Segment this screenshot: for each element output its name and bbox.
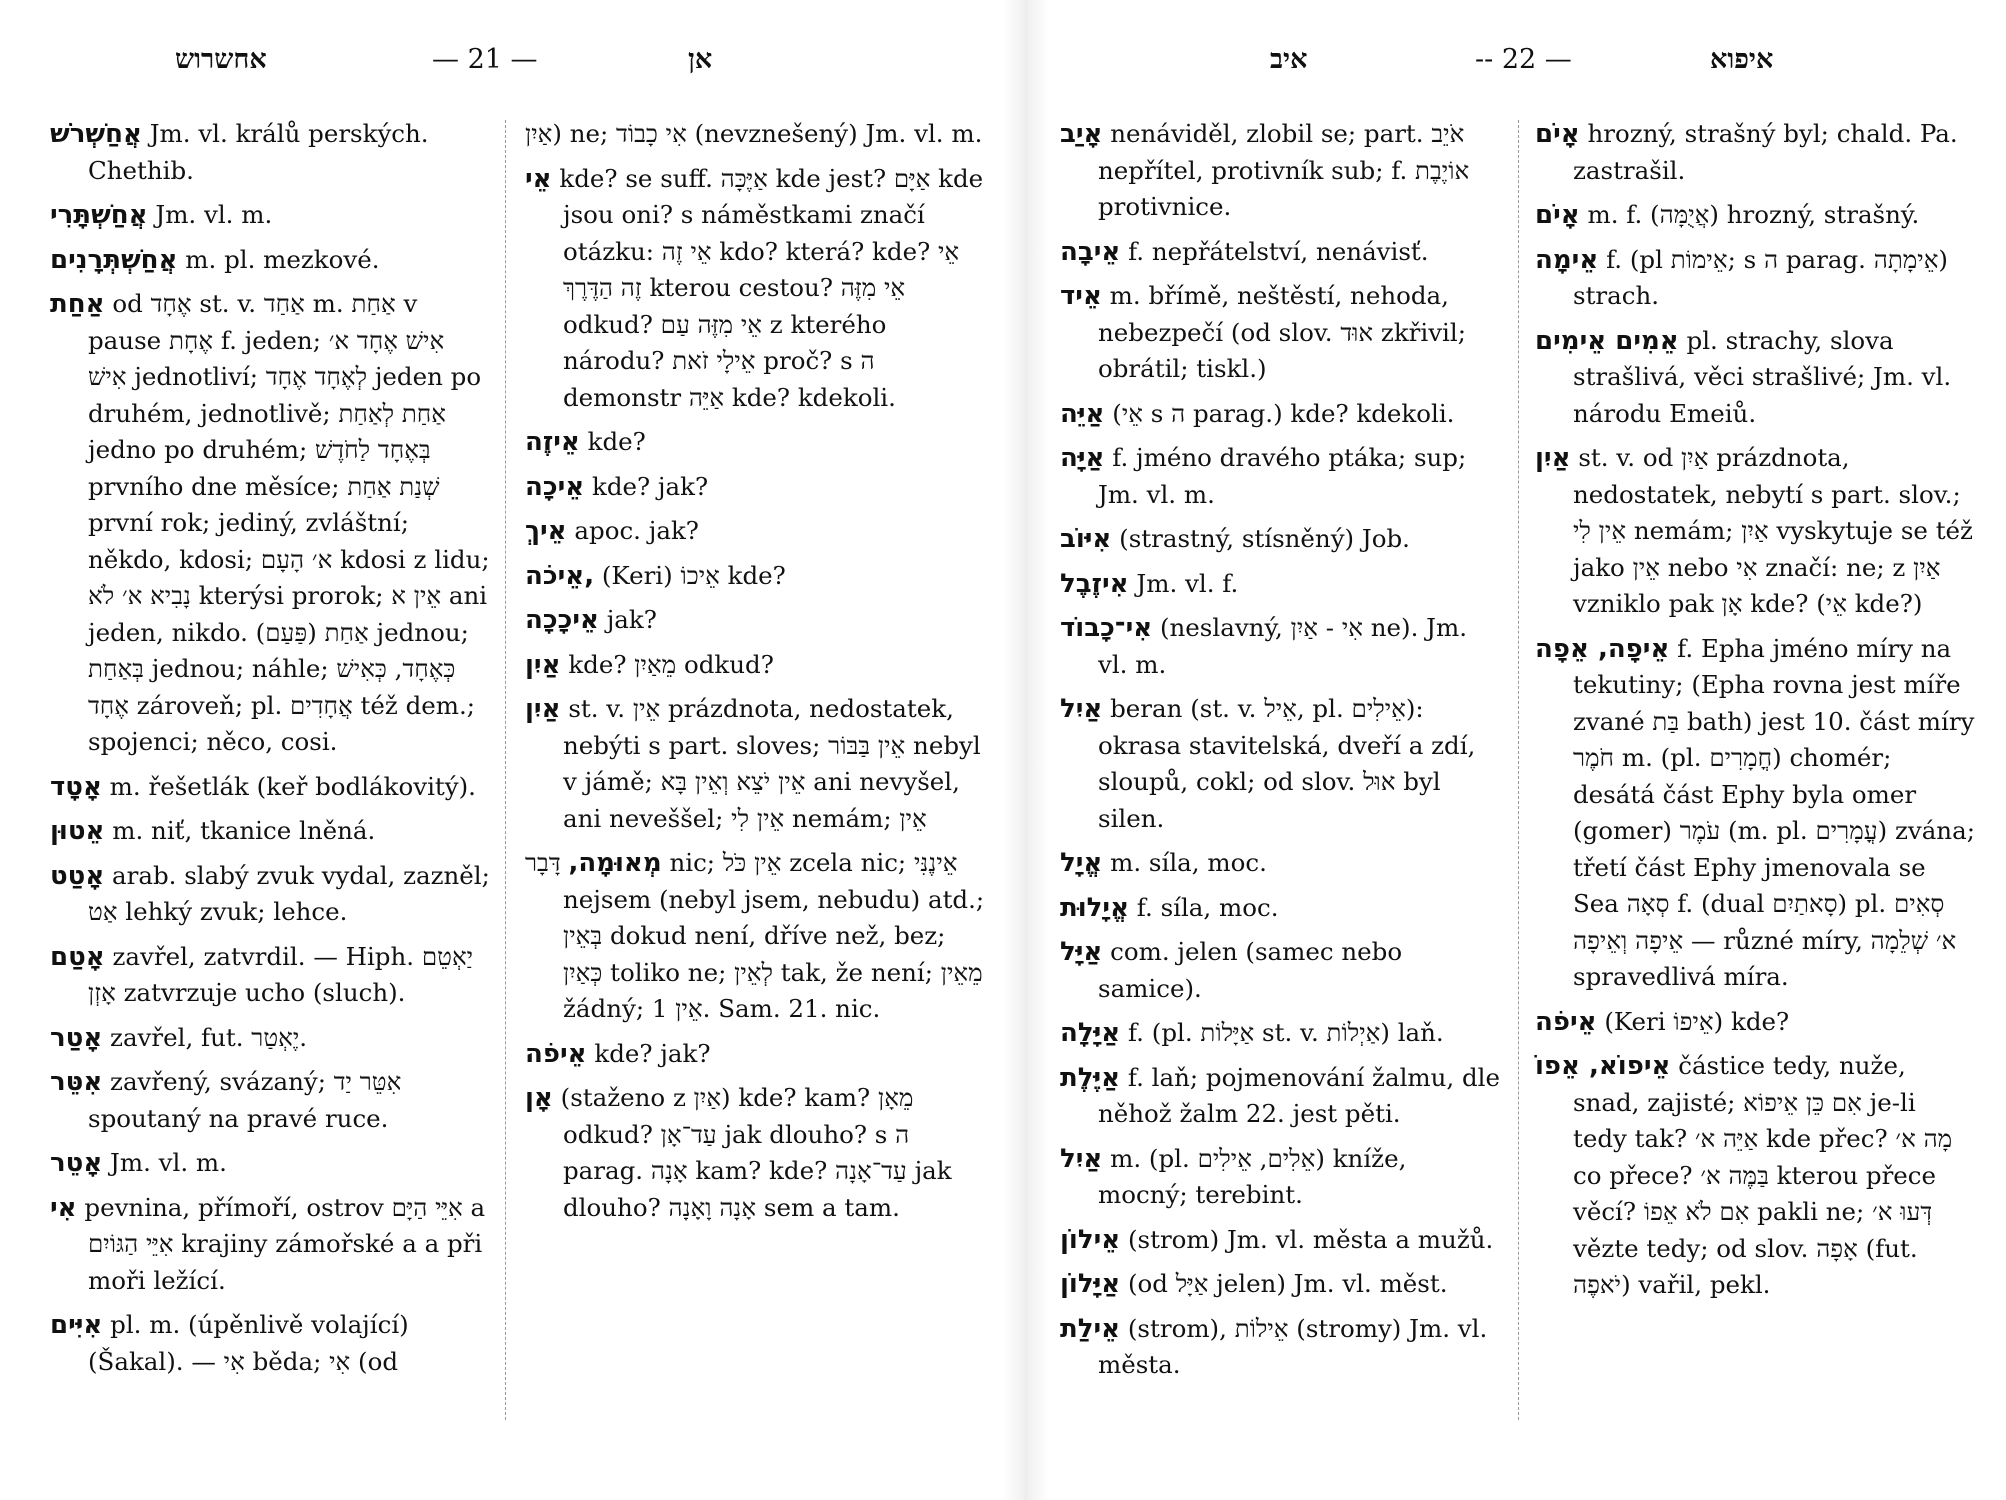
entry-definition: f. nepřátelství, nenávisť. — [1128, 236, 1429, 266]
dictionary-entry — [525, 1080, 985, 1226]
entry-headword: אָטַט — [50, 860, 105, 891]
entry-definition: hrozný, strašný byl; chald. Pa. zastrašil. — [1573, 119, 1958, 185]
entry-headword: אֵיכֹה, — [525, 560, 595, 591]
entry-headword: אֵיד — [1060, 281, 1102, 311]
entry-definition: f. (pl. אַיָּלוֹת st. v. אַיְלוֹת) laň. — [1127, 1018, 1444, 1047]
entry-headword: אֵיזֶה — [525, 427, 580, 457]
entry-headword: אָטֵר — [50, 1148, 103, 1178]
entry-headword: אֵי — [525, 163, 552, 194]
entry-definition: m. (pl. אֵלִים, אֵילִים) kníže, mocný; terebint. — [1098, 1143, 1407, 1209]
right-column-divider — [1518, 120, 1519, 1420]
entry-definition: (Keri אֵיפוֹ) kde? — [1604, 1006, 1790, 1036]
right-page-number: -- 22 — — [1475, 44, 1572, 75]
book-gutter — [1003, 0, 1049, 1500]
entry-definition: m. niť, tkanice lněná. — [112, 816, 376, 845]
dictionary-entry — [1060, 1141, 1500, 1214]
entry-headword: אֵילוֹן — [1060, 1224, 1121, 1255]
entry-headword: אֲחַשְׁתְּרָנִים — [50, 244, 178, 275]
entry-definition: od אֶחָד st. v. אַחַד m. אַחַת v pause אֶחָת f. jeden; אִישׁ אֶחָד א׳ אִישׁ jednotliví; לְאֶחָד אֶחָד jeden po druhém, jednotlivě; אַחַת לְאַחַת jedno po druhém; בְּאֶחָד לַחֹדֶשׁ prvního dne měsíce; שְׁנַת אַחַת první rok; jediný, zvláštní; někdo, kdosi; א׳ הָעָם kdosi z lidu; נָבִיא א׳ לֹא kterýsi prorok; אֵין א ani jeden, nikdo. אַחַת (פַּעַם) jednou; בְּאַחַת jednou; náhle; כְּאֶחָד, כְּאִישׁ אֶחָד zároveň; pl. אֲחָדִים též dem.; spojenci; něco, cosi. — [88, 289, 490, 756]
dictionary-entry — [1535, 1004, 1975, 1041]
entry-headword: אֵיפוֹא, אֵפוֹ — [1535, 1051, 1671, 1081]
dictionary-entry — [525, 161, 985, 417]
entry-definition: nenáviděl, zlobil se; part. אֹיֵב nepřítel, protivník sub; f. אוֹיֶבֶת protivnice. — [1098, 119, 1470, 221]
entry-definition: pevnina, přímoří, ostrov אִיֵּי הַיָּם a אִיֵּי הַגּוֹיִם krajiny zámořské a a při moři ležící. — [84, 1192, 486, 1295]
left-header-catchword-first: אחשרוש — [175, 44, 267, 75]
dictionary-entry — [525, 424, 985, 461]
left-column-divider — [505, 120, 506, 1420]
entry-definition: st. v. od אַיִן prázdnota, nedostatek, nebytí s part. slov.; אֵין לִי nemám; אַיִן vyskytuje se též jako אֵין nebo אִי značí: ne; z אַיִן vzniklo pak אָן kde? (אֵי kde?) — [1573, 443, 1973, 618]
entry-definition: m. síla, moc. — [1110, 848, 1267, 877]
entry-definition: kde? jak? — [594, 1038, 711, 1068]
dictionary-entry — [1060, 845, 1500, 882]
entry-headword: אַחַת — [50, 289, 105, 319]
entry-headword: אָטַר — [50, 1022, 103, 1053]
dictionary-entry — [1535, 323, 1975, 433]
entry-definition: zavřel, zatvrdil. — Hiph. יַאְטֵם אָזְן zatvrzuje ucho (sluch). — [88, 941, 474, 1007]
entry-definition: אַיִן) ne; אִי כָבוֹד (nevznešený) Jm. vl. m. — [525, 119, 983, 148]
dictionary-entry — [1060, 1311, 1500, 1384]
entry-definition: f. jméno dravého ptáka; sup; Jm. vl. m. — [1098, 443, 1467, 509]
entry-definition: (staženo z אַיִן) kde? kam? מֵאָן odkud? עַד־אָן jak dlouho? s ה parag. אָנָה kam? kde? עַד־אָנָה jak dlouho? אָנָה וָאָנָה sem a tam. — [560, 1083, 952, 1222]
entry-headword: אָן — [525, 1083, 553, 1113]
dictionary-entry — [1535, 440, 1975, 623]
entry-definition: (od אַיָּל jelen) Jm. vl. měst. — [1127, 1269, 1448, 1298]
dictionary-entry — [1060, 691, 1500, 837]
dictionary-entry — [50, 1190, 490, 1300]
dictionary-entry — [1060, 440, 1500, 513]
entry-headword: אֵיפֹה — [1535, 1006, 1597, 1037]
dictionary-entry — [1060, 1060, 1500, 1133]
entry-headword: אֵילַת — [1060, 1313, 1121, 1344]
entry-headword: אִיּוֹב — [1060, 524, 1112, 554]
entry-definition: (Keri) אֵיכוֹ kde? — [601, 560, 786, 590]
left-page-number: — 21 — — [432, 44, 538, 75]
entry-definition: דָּבָר nic; אֵין כֹּל zcela nic; אֵינֶנִּי nejsem (nebyl jsem, nebudu) atd.; בְּאֵין dokud není, dříve než, bez; כְּאַיִן toliko ne; לְאֵין tak, že není; מֵאֵין žádný; אֵין 1. Sam. 21. nic. — [525, 848, 985, 1023]
entry-headword: אַיָּה — [1060, 443, 1105, 473]
entry-definition: jak? — [606, 605, 657, 634]
entry-definition: kde? se suff. אַיֶּכָּה kde jest? אַיָּם kde jsou oni? s náměstkami značí otázku: אֵי זֶה kdo? která? kde? אֵי זֶה הַדֶּרֶךְ kterou cestou? אֵי מִזֶּה odkud? אֵי מִזֶּה עַם z kterého národu? אֵילָי זֹאת proč? s ה demonstr אַיֵּה kde? kdekoli. — [559, 163, 984, 412]
entry-definition: f. síla, moc. — [1136, 892, 1279, 922]
entry-definition: Jm. vl. m. — [110, 1148, 227, 1177]
entry-headword: אַיִן — [525, 649, 561, 680]
dictionary-entry — [1060, 610, 1500, 683]
entry-definition: pl. strachy, slova strašlivá, věci strašlivé; Jm. vl. národu Emeiů. — [1573, 325, 1952, 428]
left-page-header — [40, 44, 1000, 84]
dictionary-entry — [1060, 1266, 1500, 1303]
entry-definition: zavřený, svázaný; אִטֵּר יַד spoutaný na pravé ruce. — [88, 1067, 402, 1133]
entry-definition: st. v. אֵין prázdnota, nedostatek, nebýti s part. sloves; אֵין בַּבּוֹר nebyl v jámě; אֵין יֹצֵא וְאֵין בָּא ani nevyšel, ani neveššel; אֵין לִי nemám; אֵין — [563, 694, 981, 833]
dictionary-entry — [50, 197, 490, 234]
right-page-header — [1050, 44, 1980, 84]
dictionary-entry — [50, 858, 490, 931]
dictionary-entry — [1535, 631, 1975, 996]
entry-headword: אַיֵּה — [1060, 398, 1105, 429]
entry-headword: אֵיפָה, אֵפָה — [1535, 633, 1670, 664]
entry-headword: אַיָּלוֹן — [1060, 1269, 1121, 1299]
dictionary-entry — [1060, 566, 1500, 603]
dictionary-entry — [525, 647, 985, 684]
dictionary-entry — [1060, 890, 1500, 927]
entry-headword: מְאוּמָה, — [568, 848, 662, 878]
dictionary-entry — [525, 558, 985, 595]
left-page — [40, 0, 1000, 1500]
entry-definition: zavřel, fut. יֶאְטַר. — [110, 1022, 308, 1052]
entry-definition: (neslavný, אִי - אַיִן ne). Jm. vl. m. — [1098, 613, 1468, 679]
entry-definition: arab. slabý zvuk vydal, zazněl; אַט lehký zvuk; lehce. — [88, 860, 490, 926]
entry-definition: (strom), אֵילוֹת (stromy) Jm. vl. města. — [1098, 1313, 1488, 1379]
dictionary-entry — [525, 513, 985, 550]
entry-definition: Jm. vl. králů perských. Chethib. — [88, 119, 429, 185]
entry-definition: m. f. (אֲיֻמָּה) hrozný, strašný. — [1587, 200, 1920, 229]
dictionary-entry — [1060, 521, 1500, 558]
dictionary-entry — [1060, 1015, 1500, 1052]
dictionary-entry — [525, 602, 985, 639]
entry-headword: אָטַם — [50, 941, 105, 972]
dictionary-entry — [1535, 116, 1975, 189]
entry-headword: אֱיָלוּת — [1060, 892, 1129, 923]
right-page-column-2 — [1535, 116, 1975, 1312]
entry-definition: com. jelen (samec nebo samice). — [1098, 937, 1403, 1003]
entry-definition: f. (pl אֵימוֹת; s ה parag. אֵימָתָה) strach. — [1573, 244, 1948, 310]
entry-headword: אַיָּל — [1060, 937, 1103, 967]
dictionary-entry — [1535, 197, 1975, 234]
entry-headword: אֵיךְ — [525, 516, 567, 546]
entry-headword: אֵימָה — [1535, 244, 1599, 275]
entry-headword: אֵיפֹה — [525, 1038, 587, 1069]
entry-headword: אִיזֶבֶל — [1060, 568, 1129, 599]
left-page-column-1 — [50, 116, 490, 1388]
entry-definition: beran (st. v. אֵיל, pl. אֵילִים): okrasa stavitelská, dveří a zdí, sloupů, cokl; od slov. אוּל byl silen. — [1098, 694, 1476, 833]
entry-definition: kde? — [587, 427, 646, 456]
entry-definition: f. Epha jméno míry na tekutiny; (Epha rovna jest míře zvané בַּת bath) jest 10. část míry חֹמֶר m. (pl. חֳמָרִים) chomér; desátá část Ephy byla omer (gomer) עֹמֶר (m. pl. עֳמָרִים) zvána; třetí část Ephy jmenovala se Sea סְאָה f. (dual סָאתַיִם) pl. סְאִים — אֵיפָה וְאֵיפָה různé míry, א׳ שְׁלֵמָה spravedlivá míra. — [1573, 633, 1975, 991]
entry-headword: אַיִל — [1060, 694, 1103, 724]
entry-headword: אֵיכָה — [525, 471, 585, 502]
dictionary-entry — [525, 1036, 985, 1073]
entry-headword: אֵמִים אֵימִים — [1535, 325, 1679, 356]
right-page-column-1 — [1060, 116, 1500, 1392]
entry-headword: אַיִל — [1060, 1143, 1103, 1174]
dictionary-entry — [1060, 1222, 1500, 1259]
entry-definition: kde? jak? — [591, 471, 709, 501]
dictionary-entry — [50, 1020, 490, 1057]
dictionary-entry — [1060, 278, 1500, 388]
entry-definition: pl. m. (úpěnlivě volající) (Šakal). — אִי běda; אִי (od — [88, 1310, 409, 1376]
dictionary-entry — [1535, 242, 1975, 315]
entry-headword: אָיֹם — [1535, 119, 1580, 149]
entry-definition: Jm. vl. f. — [1136, 568, 1239, 598]
left-page-column-2 — [525, 116, 985, 1234]
dictionary-entry — [1060, 934, 1500, 1007]
entry-headword: אַיִן — [525, 694, 561, 724]
entry-headword: אַיָּלָה — [1060, 1018, 1121, 1048]
dictionary-entry — [50, 116, 490, 189]
dictionary-entry — [1060, 396, 1500, 433]
dictionary-entry — [50, 286, 490, 761]
entry-headword: אֵטוּן — [50, 816, 105, 846]
entry-definition: m. břímě, neštěstí, nehoda, nebezpečí (od slov. אוּד zkřivil; obrátil; tiskl.) — [1098, 281, 1466, 383]
dictionary-entry — [50, 1064, 490, 1137]
entry-definition: (אֵי s ה parag.) kde? kdekoli. — [1112, 398, 1455, 428]
dictionary-entry — [1060, 234, 1500, 271]
entry-headword: אָיַב — [1060, 119, 1103, 149]
entry-headword: אָטָד — [50, 771, 102, 802]
right-page — [1050, 0, 1980, 1500]
dictionary-entry — [50, 1307, 490, 1380]
entry-definition: (strastný, stísněný) Job. — [1119, 524, 1410, 553]
entry-headword: אַיִן — [1535, 443, 1571, 473]
entry-headword: אִיִּים — [50, 1310, 103, 1340]
entry-definition: apoc. jak? — [574, 516, 699, 545]
entry-definition: f. laň; pojmenování žalmu, dle něhož žalm 22. jest pěti. — [1098, 1062, 1501, 1128]
entry-headword: אֵיבָה — [1060, 236, 1121, 267]
right-header-catchword-last: איפוא — [1710, 44, 1774, 75]
entry-definition: m. řešetlák (keř bodlákovitý). — [109, 771, 476, 801]
dictionary-entry — [50, 813, 490, 850]
dictionary-entry — [525, 845, 985, 1028]
dictionary-entry — [50, 769, 490, 806]
entry-definition: kde? מֵאַיִן odkud? — [568, 649, 774, 679]
entry-headword: אֵיכָכָה — [525, 605, 599, 635]
right-header-catchword-first: איב — [1270, 44, 1308, 75]
dictionary-entry — [525, 116, 985, 153]
entry-headword: אָיֹם — [1535, 200, 1580, 230]
entry-headword: אִי־כָבוֹד — [1060, 613, 1153, 643]
entry-definition: částice tedy, nuže, snad, zajisté; אִם כֵּן אֵיפוֹא je-li tedy tak? אַיֵּה א׳ kde přec? מָה א׳ co přece? בַּמֶּה א׳ kterou přece věcí? אִם לֹא אֵפוֹ pakli ne; דְּעוּ א׳ vězte tedy; od slov. אָפָה (fut. יֹאפֶה) vařil, pekl. — [1573, 1051, 1953, 1299]
entry-headword: אִטֵּר — [50, 1067, 103, 1097]
dictionary-entry — [1535, 1048, 1975, 1304]
entry-headword: אֱיָל — [1060, 848, 1103, 878]
left-header-catchword-last: אן — [688, 44, 713, 75]
entry-headword: אַיֶּלֶת — [1060, 1062, 1121, 1093]
entry-definition: (strom) Jm. vl. města a mužů. — [1127, 1224, 1494, 1254]
dictionary-entry — [1060, 116, 1500, 226]
dictionary-entry — [50, 939, 490, 1012]
dictionary-entry — [525, 469, 985, 506]
entry-headword: אֲחַשְׁתָּרִי — [50, 200, 148, 230]
entry-headword: אִי — [50, 1192, 77, 1223]
dictionary-entry — [525, 691, 985, 837]
entry-headword: אֲחַשְׁרֹשׁ — [50, 119, 142, 149]
dictionary-entry — [50, 242, 490, 279]
entry-definition: Jm. vl. m. — [155, 200, 273, 229]
dictionary-entry — [50, 1145, 490, 1182]
entry-definition: m. pl. mezkové. — [185, 244, 380, 274]
